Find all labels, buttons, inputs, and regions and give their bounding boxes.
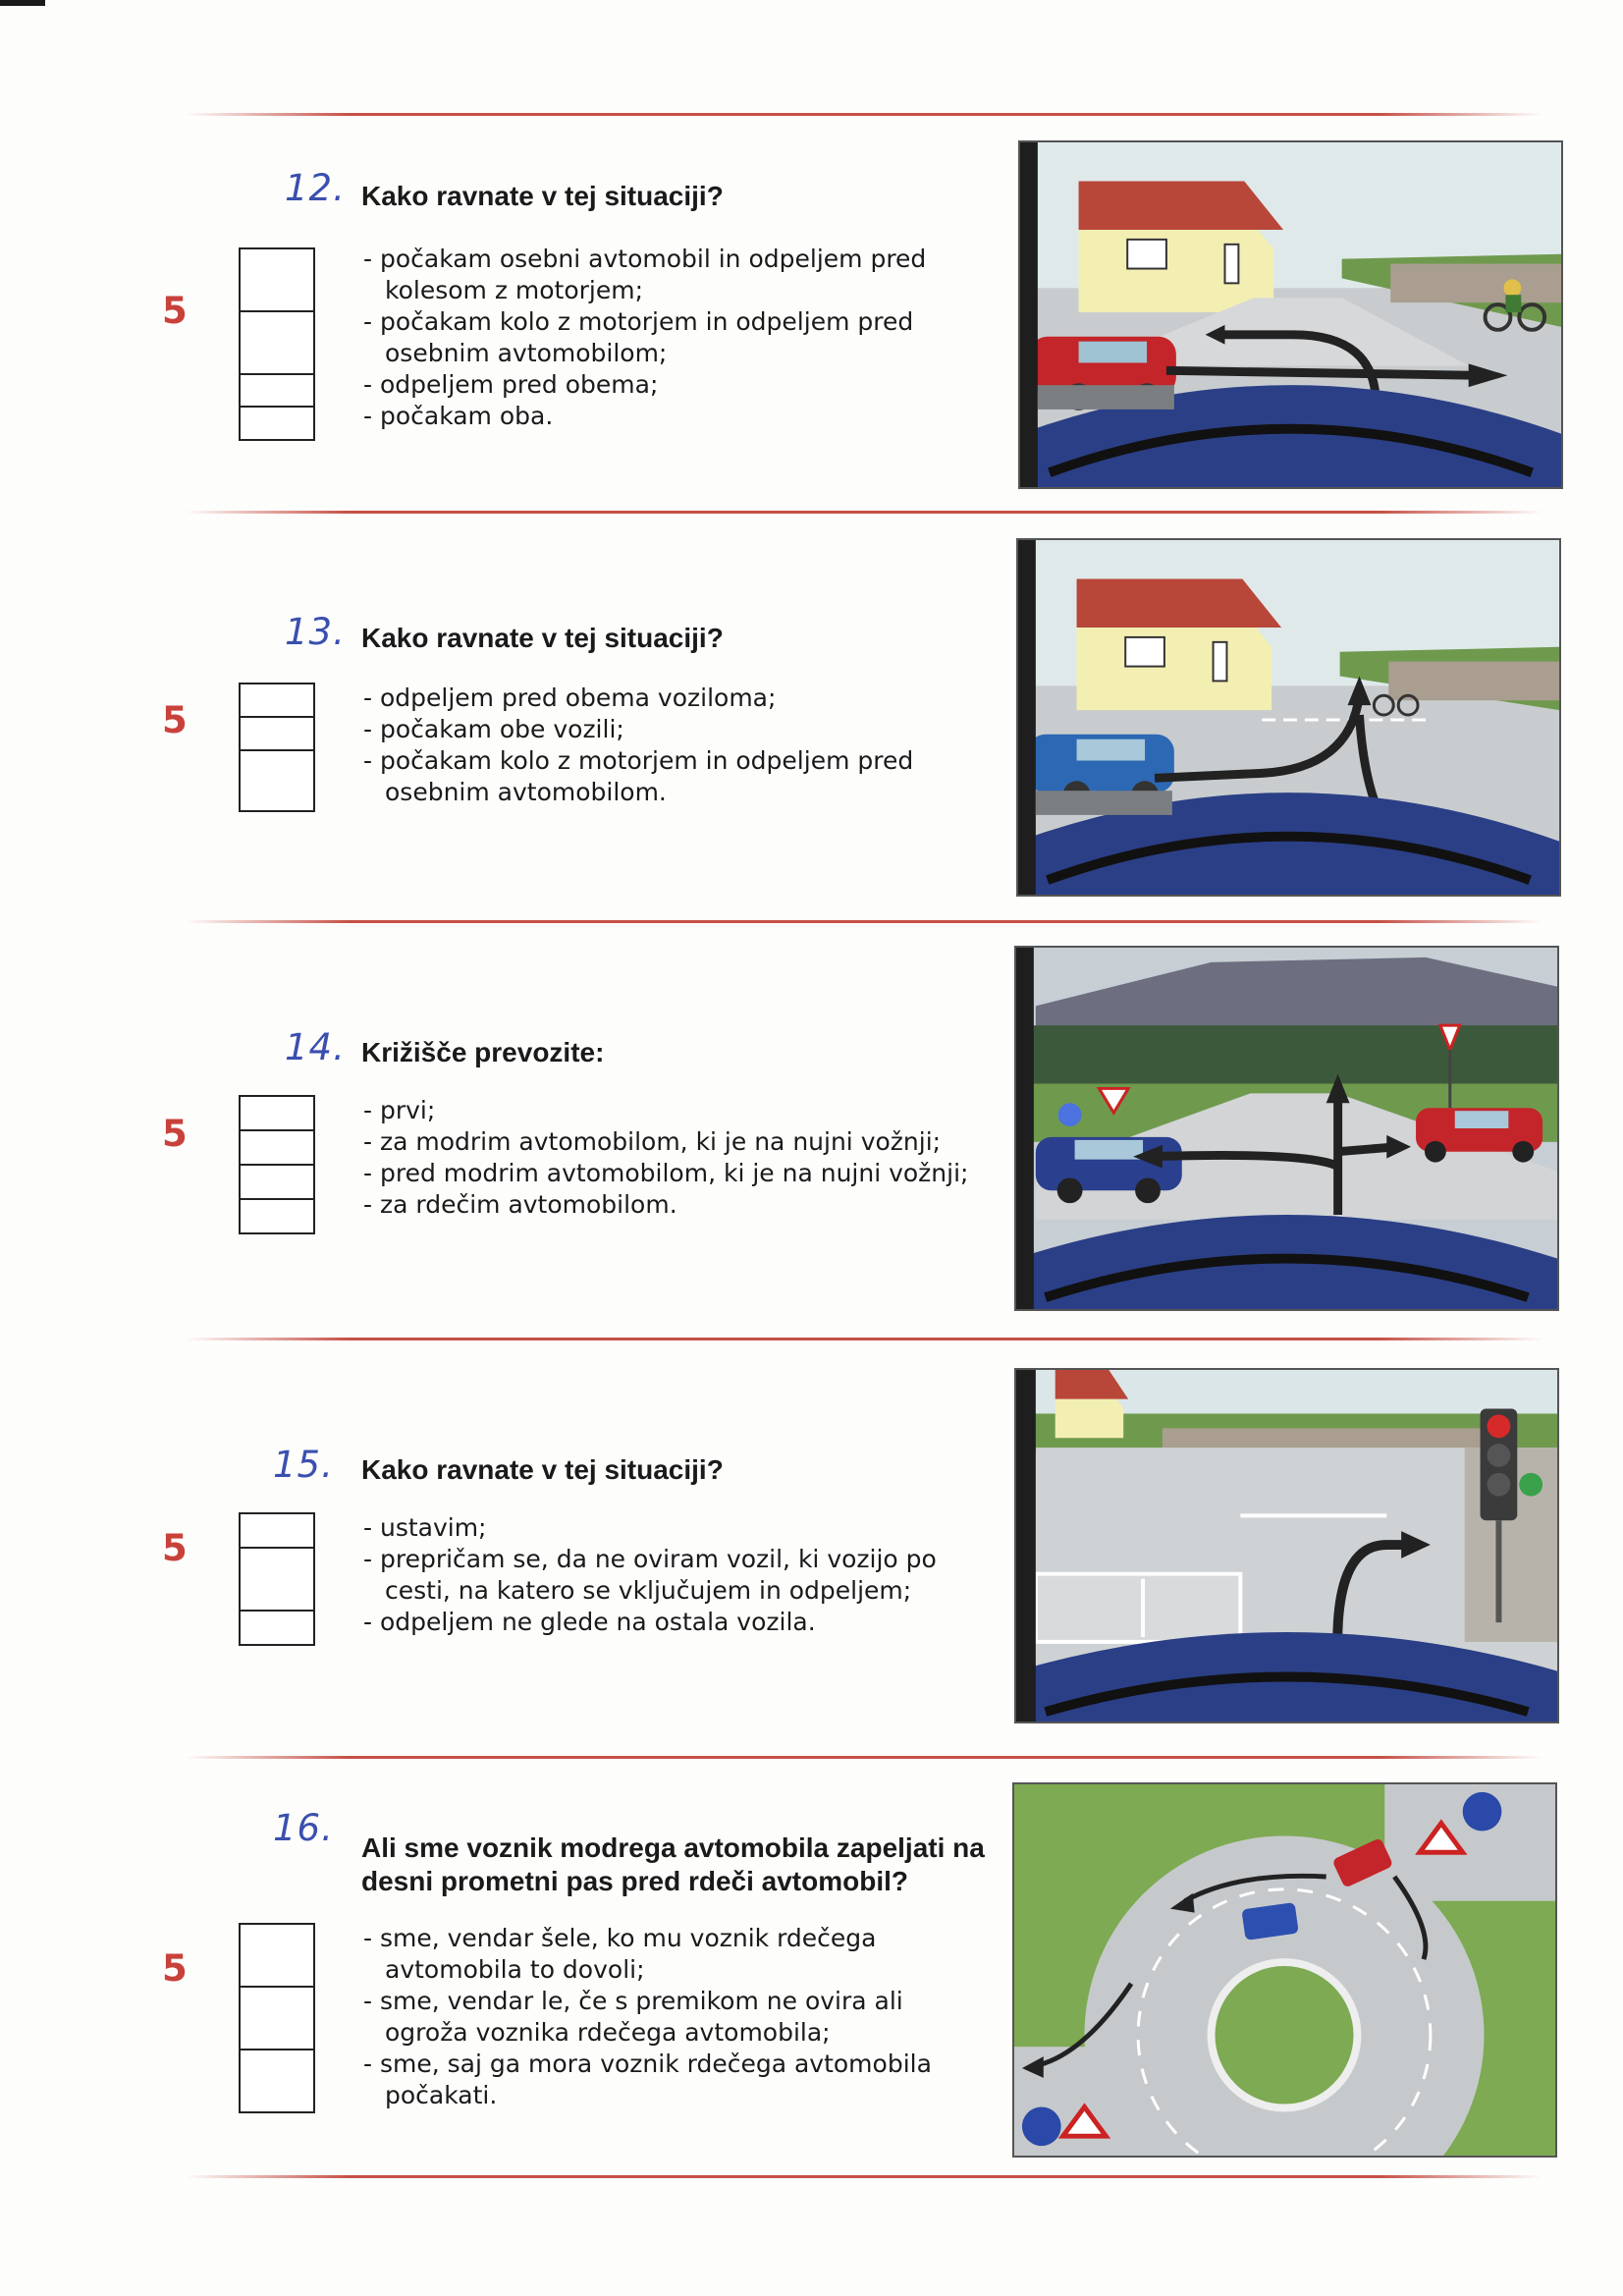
- answer-checkbox[interactable]: [241, 1988, 313, 2050]
- answer-checkbox[interactable]: [241, 1514, 313, 1549]
- answer-option: - sme, vendar le, če s premikom ne ovira ali ogroža voznika rdečega avtomobila;: [363, 1986, 992, 2049]
- answer-checkbox[interactable]: [241, 375, 313, 408]
- answer-checkbox[interactable]: [241, 249, 313, 312]
- question-number: 16.: [273, 1807, 334, 1849]
- answer-option: - počakam osebni avtomobil in odpeljem pred kolesom z motorjem;: [363, 244, 992, 306]
- answer-option: - počakam oba.: [363, 401, 992, 432]
- answer-option: - prepričam se, da ne oviram vozil, ki vozijo po cesti, na katero se vključujem in odpeljem;: [363, 1544, 992, 1607]
- answer-option: - sme, saj ga mora voznik rdečega avtomobila počakati.: [363, 2049, 992, 2111]
- answer-option: - počakam obe vozili;: [363, 714, 992, 745]
- answer-option: - odpeljem pred obema voziloma;: [363, 683, 992, 714]
- answer-option: - sme, vendar šele, ko mu voznik rdečega avtomobila to dovoli;: [363, 1923, 992, 1986]
- answer-checkbox[interactable]: [241, 1131, 313, 1166]
- answer-checkbox[interactable]: [241, 1612, 313, 1646]
- answer-checkbox-column: [239, 1095, 315, 1234]
- answer-list: [363, 1923, 992, 2111]
- answer-checkbox[interactable]: [241, 2050, 313, 2113]
- answer-checkbox[interactable]: [241, 684, 313, 718]
- scan-corner-mark: [0, 0, 45, 6]
- roundabout-illustration: [1012, 1782, 1557, 2158]
- answer-checkbox-column: [239, 1923, 315, 2113]
- answer-option: - za modrim avtomobilom, ki je na nujni vožnji;: [363, 1126, 992, 1158]
- answer-list: [363, 683, 992, 808]
- answer-checkbox[interactable]: [241, 1166, 313, 1200]
- section-divider: [187, 113, 1542, 116]
- question-number: 15.: [273, 1444, 334, 1486]
- traffic-scene-illustration: [1014, 1368, 1559, 1723]
- answer-checkbox[interactable]: [241, 312, 313, 375]
- question-number: 12.: [285, 167, 346, 209]
- answer-list: [363, 1095, 992, 1221]
- traffic-scene-illustration: [1014, 946, 1559, 1311]
- question-number: 14.: [285, 1026, 346, 1068]
- answer-checkbox[interactable]: [241, 1549, 313, 1612]
- answer-checkbox[interactable]: [241, 1097, 313, 1131]
- question-title: Kako ravnate v tej situaciji?: [361, 181, 724, 211]
- question-title: Kako ravnate v tej situaciji?: [361, 623, 724, 653]
- answer-option: - prvi;: [363, 1095, 992, 1126]
- answer-checkbox[interactable]: [241, 751, 313, 812]
- answer-list: [363, 1512, 992, 1638]
- question-title: Ali sme voznik modrega avtomobila zapeljati na desni prometni pas pred rdeči avtomobil?: [361, 1832, 985, 1896]
- answer-checkbox[interactable]: [241, 408, 313, 441]
- points-value: 5: [162, 1527, 188, 1569]
- answer-checkbox-column: [239, 247, 315, 441]
- question-title: Križišče prevozite:: [361, 1037, 605, 1067]
- answer-option: - odpeljem ne glede na ostala vozila.: [363, 1607, 992, 1638]
- answer-checkbox[interactable]: [241, 1200, 313, 1234]
- section-divider: [187, 1338, 1542, 1340]
- answer-checkbox-column: [239, 683, 315, 812]
- section-divider: [187, 1756, 1542, 1759]
- answer-checkbox-column: [239, 1512, 315, 1646]
- answer-checkbox[interactable]: [241, 718, 313, 751]
- traffic-scene-illustration: [1018, 140, 1563, 489]
- question-number: 13.: [285, 611, 346, 653]
- section-divider: [187, 2175, 1542, 2178]
- answer-checkbox[interactable]: [241, 1925, 313, 1988]
- points-value: 5: [162, 290, 188, 332]
- question-title: Kako ravnate v tej situaciji?: [361, 1454, 724, 1485]
- points-value: 5: [162, 1113, 188, 1155]
- section-divider: [187, 920, 1542, 923]
- answer-option: - za rdečim avtomobilom.: [363, 1189, 992, 1221]
- traffic-scene-illustration: [1016, 538, 1561, 897]
- answer-list: [363, 244, 992, 432]
- answer-option: - ustavim;: [363, 1512, 992, 1544]
- answer-option: - počakam kolo z motorjem in odpeljem pred osebnim avtomobilom;: [363, 306, 992, 369]
- points-value: 5: [162, 699, 188, 741]
- points-value: 5: [162, 1947, 188, 1990]
- answer-option: - počakam kolo z motorjem in odpeljem pred osebnim avtomobilom.: [363, 745, 992, 808]
- section-divider: [187, 511, 1542, 514]
- answer-option: - odpeljem pred obema;: [363, 369, 992, 401]
- answer-option: - pred modrim avtomobilom, ki je na nujni vožnji;: [363, 1158, 992, 1189]
